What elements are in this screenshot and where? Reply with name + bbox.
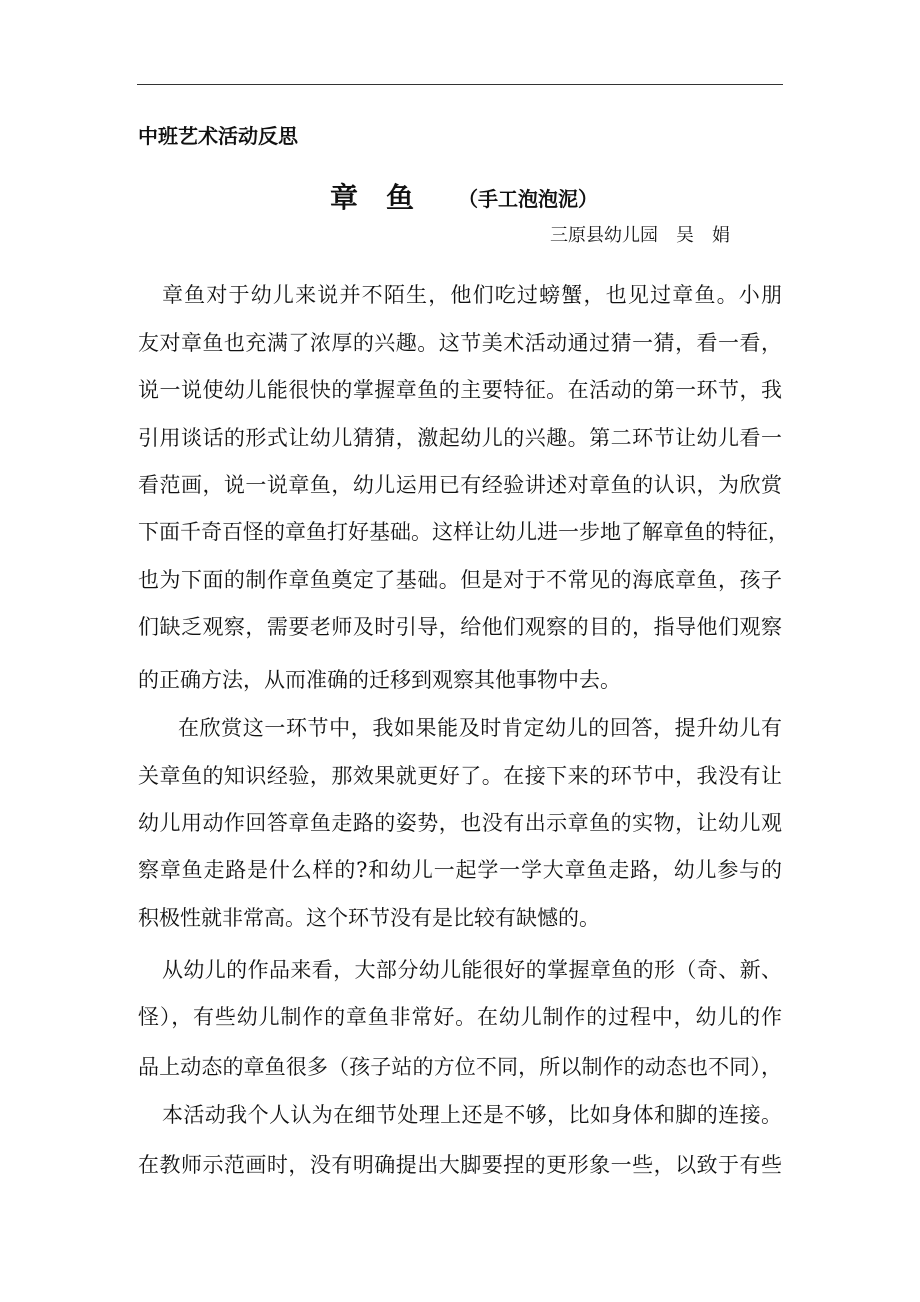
paragraph-line: 从幼儿的作品来看，大部分幼儿能很好的掌握章鱼的形（奇、新、 xyxy=(162,958,782,982)
paragraph-line: 的正确方法，从而准确的迁移到观察其他事物中去。 xyxy=(138,668,621,692)
paragraph-line: 幼儿用动作回答章鱼走路的姿势，也没有出示章鱼的实物，让幼儿观 xyxy=(138,811,782,835)
paragraph-line: 怪），有些幼儿制作的章鱼非常好。在幼儿制作的过程中，幼儿的作 xyxy=(138,1005,782,1029)
paragraph-line: 品上动态的章鱼很多（孩子站的方位不同，所以制作的动态也不同）， xyxy=(138,1055,782,1079)
paragraph-line: 看范画，说一说章鱼，幼儿运用已有经验讲述对章鱼的认识，为欣赏 xyxy=(138,473,782,497)
paragraph-line: 本活动我个人认为在细节处理上还是不够，比如身体和脚的连接。 xyxy=(162,1103,782,1127)
paragraph-line: 说一说使幼儿能很快的掌握章鱼的主要特征。在活动的第一环节，我 xyxy=(138,378,782,402)
paragraph-line: 友对章鱼也充满了浓厚的兴趣。这节美术活动通过猜一猜，看一看， xyxy=(138,331,782,355)
paragraph-line: 们缺乏观察，需要老师及时引导，给他们观察的目的，指导他们观察 xyxy=(138,615,782,639)
header-rule xyxy=(137,84,783,85)
paragraph-line: 在欣赏这一环节中，我如果能及时肯定幼儿的回答，提升幼儿有 xyxy=(178,716,782,740)
document-subtitle: 中班艺术活动反思 xyxy=(138,124,298,148)
paragraph-line: 章鱼对于幼儿来说并不陌生，他们吃过螃蟹，也见过章鱼。小朋 xyxy=(162,283,782,307)
author-line: 三原县幼儿园 吴 娟 xyxy=(550,225,730,246)
title-part-2: 鱼 xyxy=(386,181,417,214)
paragraph-line: 下面千奇百怪的章鱼打好基础。这样让幼儿进一步地了解章鱼的特征， xyxy=(138,520,789,544)
title-part-1: 章 xyxy=(330,181,361,214)
paragraph-line: 也为下面的制作章鱼奠定了基础。但是对于不常见的海底章鱼，孩子 xyxy=(138,568,782,592)
document-title xyxy=(330,176,416,216)
paragraph-line: 关章鱼的知识经验，那效果就更好了。在接下来的环节中，我没有让 xyxy=(138,764,782,788)
paragraph-line: 引用谈话的形式让幼儿猜猜，激起幼儿的兴趣。第二环节让幼儿看一 xyxy=(138,426,782,450)
paragraph-line: 积极性就非常高。这个环节没有是比较有缺憾的。 xyxy=(138,906,600,930)
paragraph-line: 察章鱼走路是什么样的?和幼儿一起学一学大章鱼走路，幼儿参与的 xyxy=(138,858,782,882)
paragraph-line: 在教师示范画时，没有明确提出大脚要捏的更形象一些，以致于有些 xyxy=(138,1153,782,1177)
title-note: （手工泡泡泥） xyxy=(458,187,598,211)
